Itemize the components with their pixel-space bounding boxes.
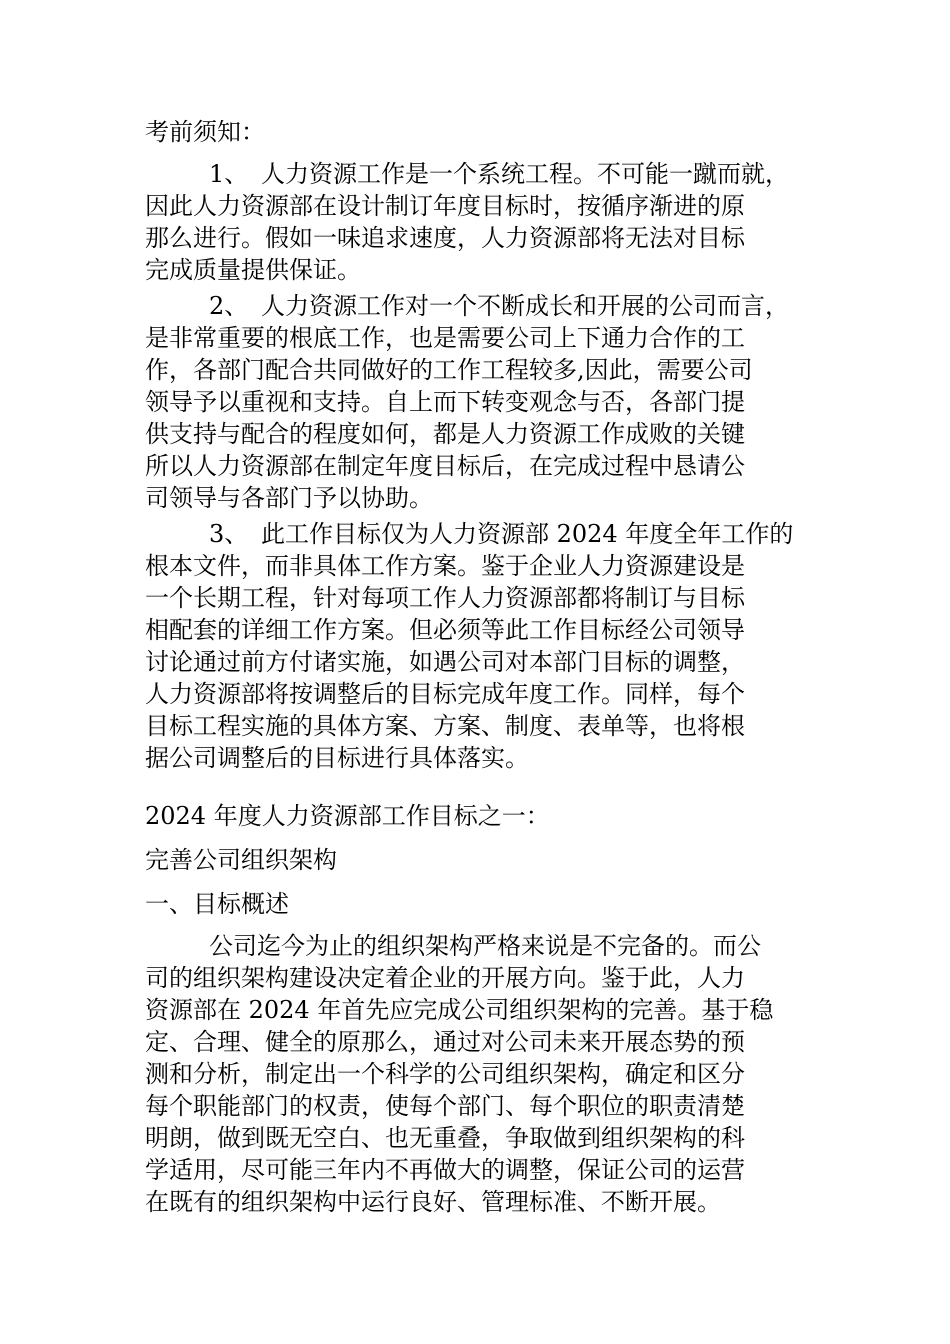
- item1-line: 因此人力资源部在设计制订年度目标时，按循序渐进的原: [145, 192, 745, 220]
- item3-line: 根本文件，而非具体工作方案。鉴于企业人力资源建设是: [145, 552, 745, 580]
- item3-line: 人力资源部将按调整后的目标完成年度工作。同样，每个: [145, 680, 745, 708]
- item3-line: 据公司调整后的目标进行具体落实。: [145, 744, 529, 772]
- overview-line: 定、合理、健全的原那么，通过对公司未来开展态势的预: [145, 1028, 745, 1056]
- overview-line: 在既有的组织架构中运行良好、管理标准、不断开展。: [145, 1188, 721, 1216]
- item2-line: 领导予以重视和支持。自上而下转变观念与否，各部门提: [145, 388, 745, 416]
- item2-line: 作，各部门配合共同做好的工作工程较多,因此，需要公司: [145, 356, 753, 384]
- item1-number: 1、: [209, 160, 249, 188]
- item2-line: 是非常重要的根底工作，也是需要公司上下通力合作的工: [145, 324, 745, 352]
- item3-line: 讨论通过前方付诸实施，如遇公司对本部门目标的调整，: [145, 648, 745, 676]
- goal-title: 2024 年度人力资源部工作目标之一：: [145, 802, 550, 830]
- item3-line: 一个长期工程，针对每项工作人力资源部都将制订与目标: [145, 584, 745, 612]
- notice-heading: 考前须知：: [145, 118, 265, 146]
- overview-line: 公司迄今为止的组织架构严格来说是不完备的。而公: [209, 932, 761, 960]
- item3-first-line: [209, 520, 793, 548]
- item2-line: 司领导与各部门予以协助。: [145, 484, 433, 512]
- item1-line: 完成质量提供保证。: [145, 256, 361, 284]
- overview-line: 资源部在 2024 年首先应完成公司组织架构的完善。基于稳: [145, 996, 774, 1024]
- item2-line: 所以人力资源部在制定年度目标后，在完成过程中恳请公: [145, 452, 745, 480]
- overview-line: 每个职能部门的权责，使每个部门、每个职位的职责清楚: [145, 1092, 745, 1120]
- item1-line: 那么进行。假如一味追求速度，人力资源部将无法对目标: [145, 224, 745, 252]
- item2-line: 人力资源工作对一个不断成长和开展的公司而言，: [261, 292, 789, 320]
- item2-line: 供支持与配合的程度如何，都是人力资源工作成败的关键: [145, 420, 745, 448]
- goal-subtitle: 完善公司组织架构: [145, 846, 337, 874]
- overview-line: 测和分析，制定出一个科学的公司组织架构，确定和区分: [145, 1060, 745, 1088]
- item2-number: 2、: [209, 292, 249, 320]
- item3-line: 此工作目标仅为人力资源部 2024 年度全年工作的: [261, 520, 794, 548]
- overview-line: 明朗，做到既无空白、也无重叠，争取做到组织架构的科: [145, 1124, 745, 1152]
- item3-line: 目标工程实施的具体方案、方案、制度、表单等，也将根: [145, 712, 745, 740]
- item3-line: 相配套的详细工作方案。但必须等此工作目标经公司领导: [145, 616, 745, 644]
- item2-first-line: [209, 292, 789, 320]
- section-heading: 一、目标概述: [145, 890, 289, 918]
- overview-line: 学适用，尽可能三年内不再做大的调整，保证公司的运营: [145, 1156, 745, 1184]
- overview-line: 司的组织架构建设决定着企业的开展方向。鉴于此，人力: [145, 964, 745, 992]
- item3-number: 3、: [209, 520, 249, 548]
- item1-line: 人力资源工作是一个系统工程。不可能一蹴而就，: [261, 160, 789, 188]
- item1-first-line: [209, 160, 789, 188]
